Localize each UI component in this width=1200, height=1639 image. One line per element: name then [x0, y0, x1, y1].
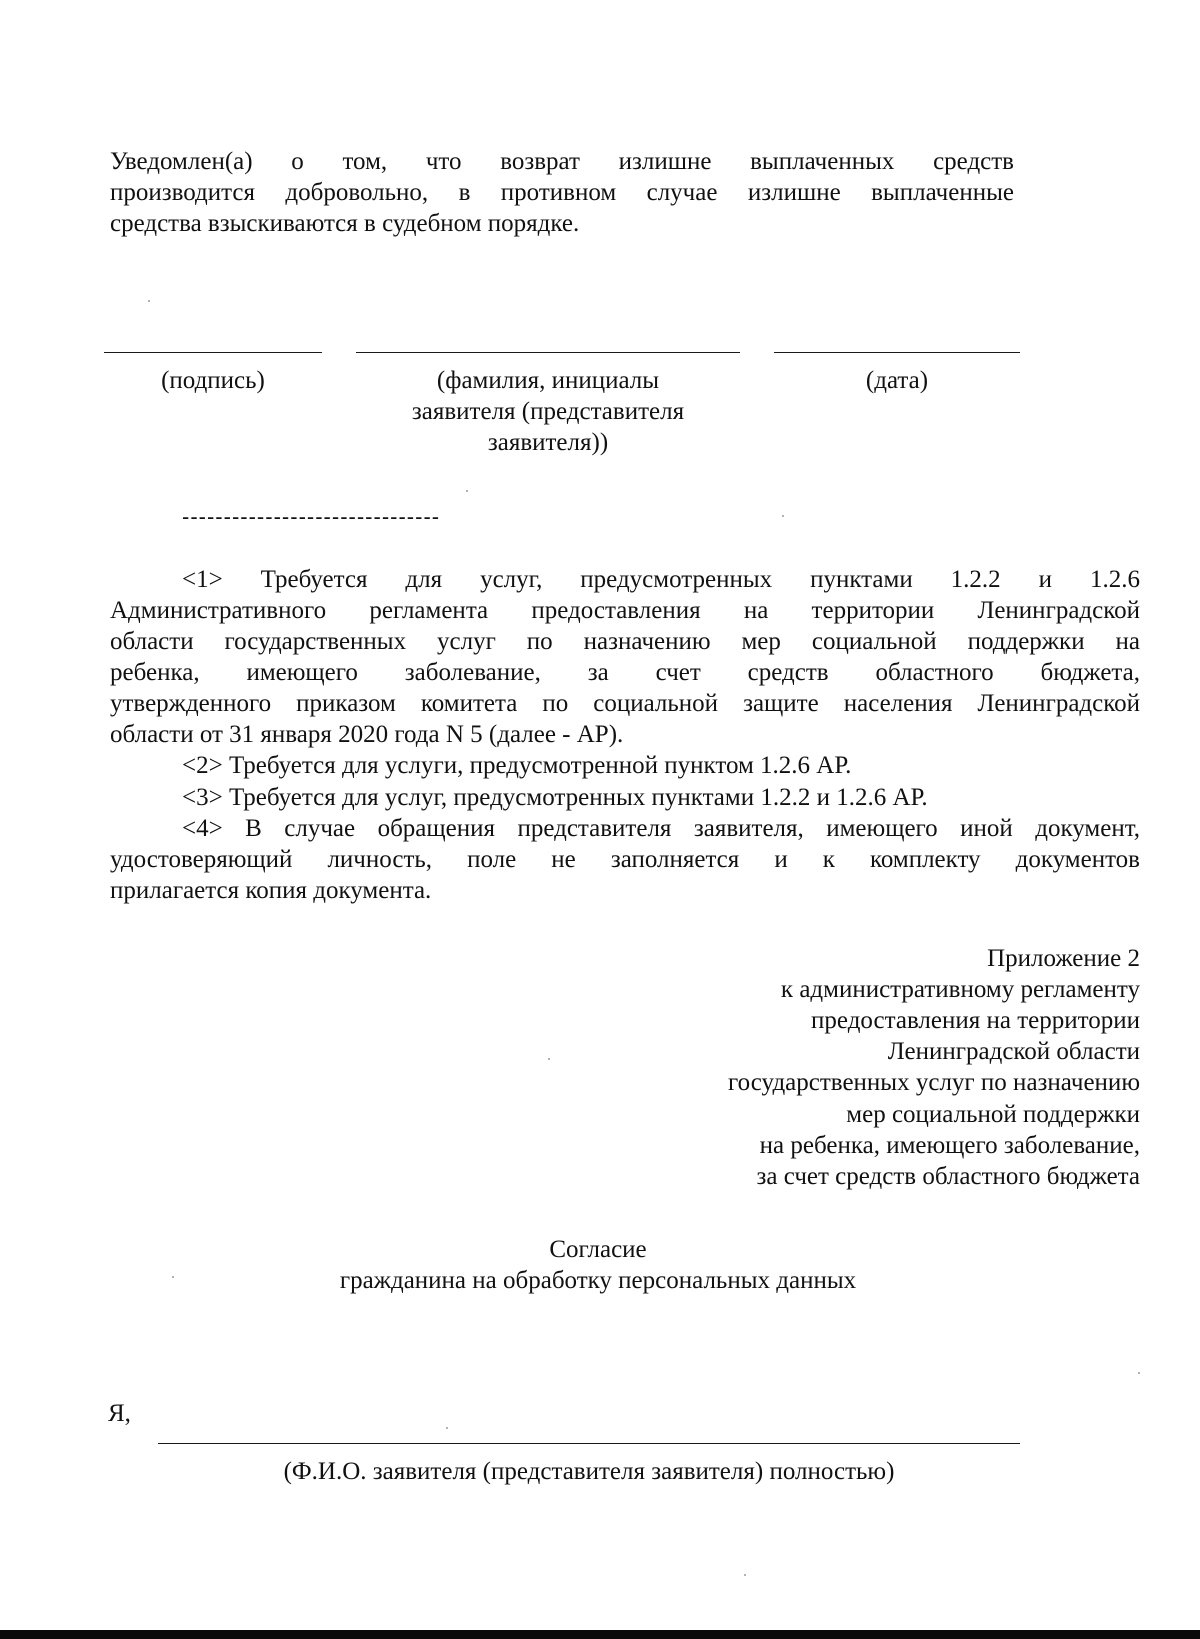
- scan-speck: [148, 300, 150, 302]
- appendix-line: на ребенка, имеющего заболевание,: [759, 1132, 1140, 1159]
- date-line[interactable]: [774, 352, 1020, 353]
- scan-speck: [744, 1574, 746, 1576]
- footnote-4-line: <4> В случае обращения представителя заявителя, имеющего иной документ,: [182, 815, 1140, 842]
- consent-subtitle: гражданина на обработку персональных данных: [339, 1267, 857, 1294]
- full-name-line[interactable]: [158, 1443, 1020, 1444]
- footnote-1-line: области от 31 января 2020 года N 5 (далее - АР).: [110, 721, 624, 748]
- notice-line: производится добровольно, в противном случае излишне выплаченные: [110, 179, 1014, 206]
- name-label: заявителя (представителя: [411, 398, 685, 425]
- appendix-title: Приложение 2: [987, 945, 1140, 972]
- date-label: (дата): [865, 367, 929, 394]
- footnote-separator: -------------------------------: [182, 506, 441, 528]
- scan-speck: [548, 1058, 550, 1060]
- footnote-1-line: утвержденного приказом комитета по социальной защите населения Ленинградской: [110, 690, 1140, 717]
- appendix-line: к административному регламенту: [780, 976, 1140, 1003]
- notice-line: средства взыскиваются в судебном порядке.: [110, 210, 580, 237]
- consent-prefix: Я,: [108, 1400, 131, 1427]
- full-name-caption: (Ф.И.О. заявителя (представителя заявителя) полностью): [283, 1458, 895, 1485]
- signature-line[interactable]: [104, 352, 322, 353]
- footnote-3: <3> Требуется для услуг, предусмотренных пунктами 1.2.2 и 1.2.6 АР.: [182, 784, 928, 811]
- footnote-2: <2> Требуется для услуги, предусмотренной пунктом 1.2.6 АР.: [182, 752, 852, 779]
- footnote-1-line: области государственных услуг по назначению мер социальной поддержки на: [110, 628, 1140, 655]
- scan-speck: [782, 515, 784, 517]
- name-label: заявителя)): [487, 429, 609, 456]
- consent-title: Согласие: [549, 1236, 647, 1263]
- scan-speck: [1138, 1372, 1140, 1374]
- appendix-line: государственных услуг по назначению: [728, 1069, 1140, 1096]
- scan-speck: [446, 1427, 448, 1429]
- footnote-1-line: <1> Требуется для услуг, предусмотренных пунктами 1.2.2 и 1.2.6: [182, 566, 1140, 593]
- name-line[interactable]: [356, 352, 740, 353]
- appendix-line: за счет средств областного бюджета: [756, 1163, 1140, 1190]
- signature-label: (подпись): [161, 367, 265, 394]
- name-label: (фамилия, инициалы: [436, 367, 660, 394]
- footnote-4-line: удостоверяющий личность, поле не заполняется и к комплекту документов: [110, 846, 1140, 873]
- appendix-line: мер социальной поддержки: [846, 1101, 1140, 1128]
- footnote-1-line: ребенка, имеющего заболевание, за счет средств областного бюджета,: [110, 659, 1140, 686]
- footnote-4-line: прилагается копия документа.: [110, 877, 432, 904]
- scan-speck: [466, 490, 468, 492]
- scan-edge-strip: [0, 1630, 1200, 1639]
- footnote-1-line: Административного регламента предоставления на территории Ленинградской: [110, 597, 1140, 624]
- scan-speck: [172, 1276, 174, 1278]
- appendix-line: предоставления на территории: [811, 1007, 1140, 1034]
- notice-line: Уведомлен(а) о том, что возврат излишне выплаченных средств: [110, 148, 1014, 175]
- appendix-line: Ленинградской области: [887, 1038, 1140, 1065]
